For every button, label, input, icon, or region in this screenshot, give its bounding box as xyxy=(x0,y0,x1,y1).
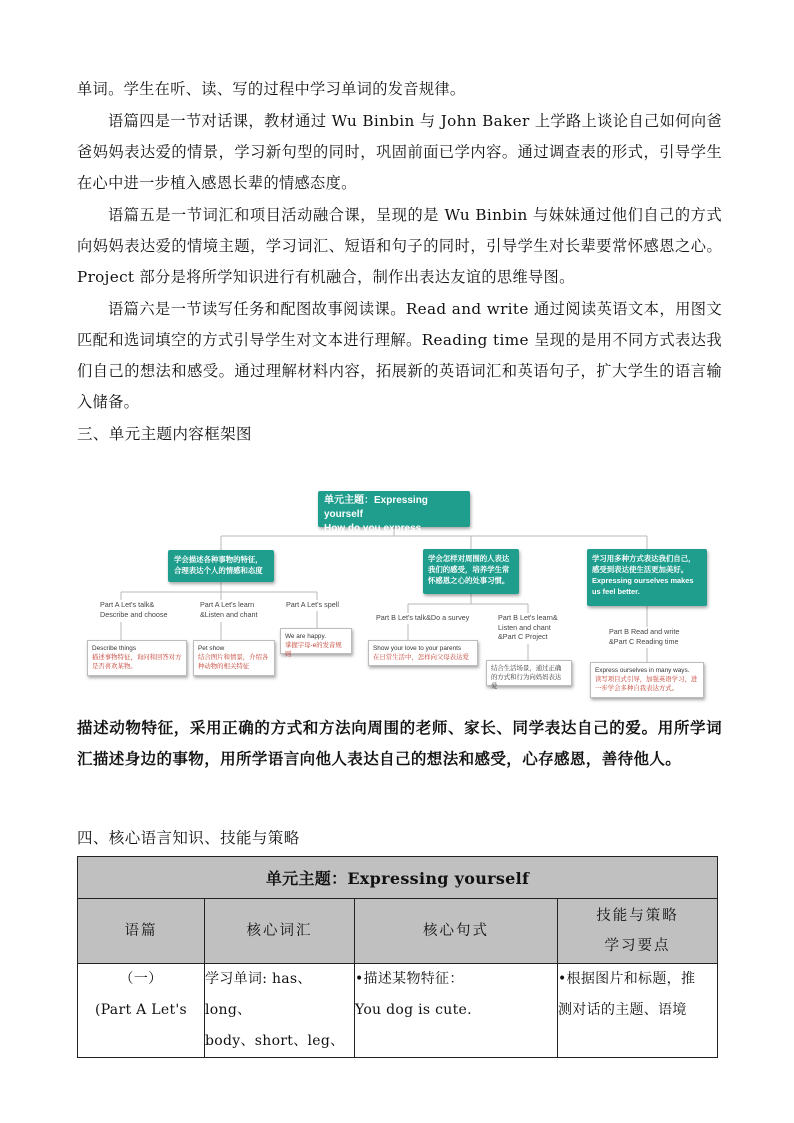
column-header: 语篇 xyxy=(78,899,205,964)
branch-1-sub-1-note xyxy=(87,640,187,676)
paragraph-3: 语篇五是一节词汇和项目活动融合课，呈现的是 Wu Binbin 与妹妹通过他们自己的方式向妈妈表达爱的情境主题，学习词汇、短语和句子的同时，引导学生对长辈要常怀感恩之心。Project 部分是将所学知识进行有机融合，制作出表达友谊的思维导图。 xyxy=(77,206,722,286)
branch-2-sub-1-note xyxy=(368,640,478,666)
note-title: Describe things xyxy=(92,645,137,652)
paragraph-4: 语篇六是一节读写任务和配图故事阅读课。Read and write 通过阅读英语文本，用图文匹配和选词填空的方式引导学生对文本进行理解。Reading time 呈现的是用不同方式表达我们自己的想法和感受。通过理解材料内容，拓展新的英语词汇和英语句子，扩大学生的语言输入储备。 xyxy=(77,300,722,411)
note-subtitle: 在日常生活中，怎样向父母表达爱 xyxy=(373,654,469,661)
table-cell xyxy=(205,964,355,1058)
cell-line: body、short、leg、 xyxy=(205,1033,345,1049)
table-cell xyxy=(558,964,718,1058)
table-cell xyxy=(78,964,205,1058)
table-cell xyxy=(355,964,558,1058)
note-subtitle: 读写项目式引导，加强英语学习，进一步学会多种自我表达方式。 xyxy=(595,676,698,692)
table-title: 单元主题：Expressing yourself xyxy=(78,857,718,899)
note-title: Express ourselves in many ways. xyxy=(595,667,690,674)
root-title: 单元主题：Expressing yourself xyxy=(324,495,428,520)
column-header: 核心词汇 xyxy=(205,899,355,964)
cell-line: (Part A Let's xyxy=(94,1002,188,1018)
section-heading-3: 三、单元主题内容框架图 xyxy=(77,425,252,443)
branch-2-sub-1-label: Part B Let's talk&Do a survey xyxy=(376,613,470,622)
core-language-table xyxy=(77,856,718,1058)
header-line: 技能与策略 xyxy=(596,908,679,924)
branch-3-sub-1-note xyxy=(590,662,704,698)
note-title: We are happy. xyxy=(285,633,326,640)
cell-line: You dog is cute. xyxy=(355,1002,472,1018)
column-header: 核心句式 xyxy=(355,899,558,964)
root-node xyxy=(318,491,470,548)
note-title: Show your love to your parents xyxy=(373,645,462,652)
branch-2-sub-2-note xyxy=(486,660,572,690)
cell-line: 测对话的主题、语境 xyxy=(558,1002,687,1018)
branch-1-sub-3-note xyxy=(280,628,352,658)
branch-1-sub-1-label: Part A Let's talk& Describe and choose xyxy=(100,600,168,619)
note-title: 结合生活场景，通过正确的方式和行为向妈妈表达爱 xyxy=(491,665,562,690)
note-subtitle: 结合图片和情景，介绍各种动物的相关特征 xyxy=(198,654,269,670)
summary-paragraph: 描述动物特征，采用正确的方式和方法向周围的老师、家长、同学表达自己的爱。用所学词汇描述身边的事物，用所学语言向他人表达自己的想法和感受，心存感恩，善待他人。 xyxy=(77,718,722,768)
section-heading-4: 四、核心语言知识、技能与策略 xyxy=(77,829,300,847)
branch-3-sub-1-label: Part B Read and write &Part C Reading time xyxy=(609,627,680,646)
root-question: How do you express yourself? xyxy=(324,523,422,548)
branch-2-node: 学会怎样对周围的人表达我们的感受，培养学生常怀感恩之心的处事习惯。 xyxy=(423,549,519,594)
branch-1-node: 学会描述各种事物的特征，合理表达个人的情感和态度 xyxy=(168,550,274,582)
cell-line: •根据图片和标题，推 xyxy=(558,971,696,987)
note-subtitle: 掌握字母-e的发音规则 xyxy=(285,642,342,658)
branch-1-sub-2-note xyxy=(193,640,275,676)
paragraph-1: 单词。学生在听、读、写的过程中学习单词的发音规律。 xyxy=(77,80,466,98)
branch-3-node: 学习用多种方式表达我们自己，感受到表达使生活更加美好。Expressing ourselves makes us feel better. xyxy=(587,549,707,606)
column-header xyxy=(558,899,718,964)
note-title: Pet show xyxy=(198,645,225,652)
header-line: 学习要点 xyxy=(604,938,671,954)
branch-2-sub-2-label: Part B Let's learn& Listen and chant &Part C Project xyxy=(498,613,558,641)
note-subtitle: 描述事物特征，询问和回答对方是否喜欢某物。 xyxy=(92,654,182,670)
cell-line: •描述某物特征： xyxy=(355,971,464,987)
branch-1-sub-3-label: Part A Let's spell xyxy=(286,600,339,609)
cell-line: 学习单词: has、long、 xyxy=(205,971,312,1018)
branch-1-sub-2-label: Part A Let's learn &Listen and chant xyxy=(200,600,258,619)
paragraph-2: 语篇四是一节对话课，教材通过 Wu Binbin 与 John Baker 上学路上谈论自己如何向爸爸妈妈表达爱的情景，学习新句型的同时，巩固前面已学内容。通过调查表的形式，引导学生在心中进一步植入感恩长辈的情感态度。 xyxy=(77,112,722,192)
table-row xyxy=(78,964,718,1058)
cell-line: （一） xyxy=(119,971,163,987)
